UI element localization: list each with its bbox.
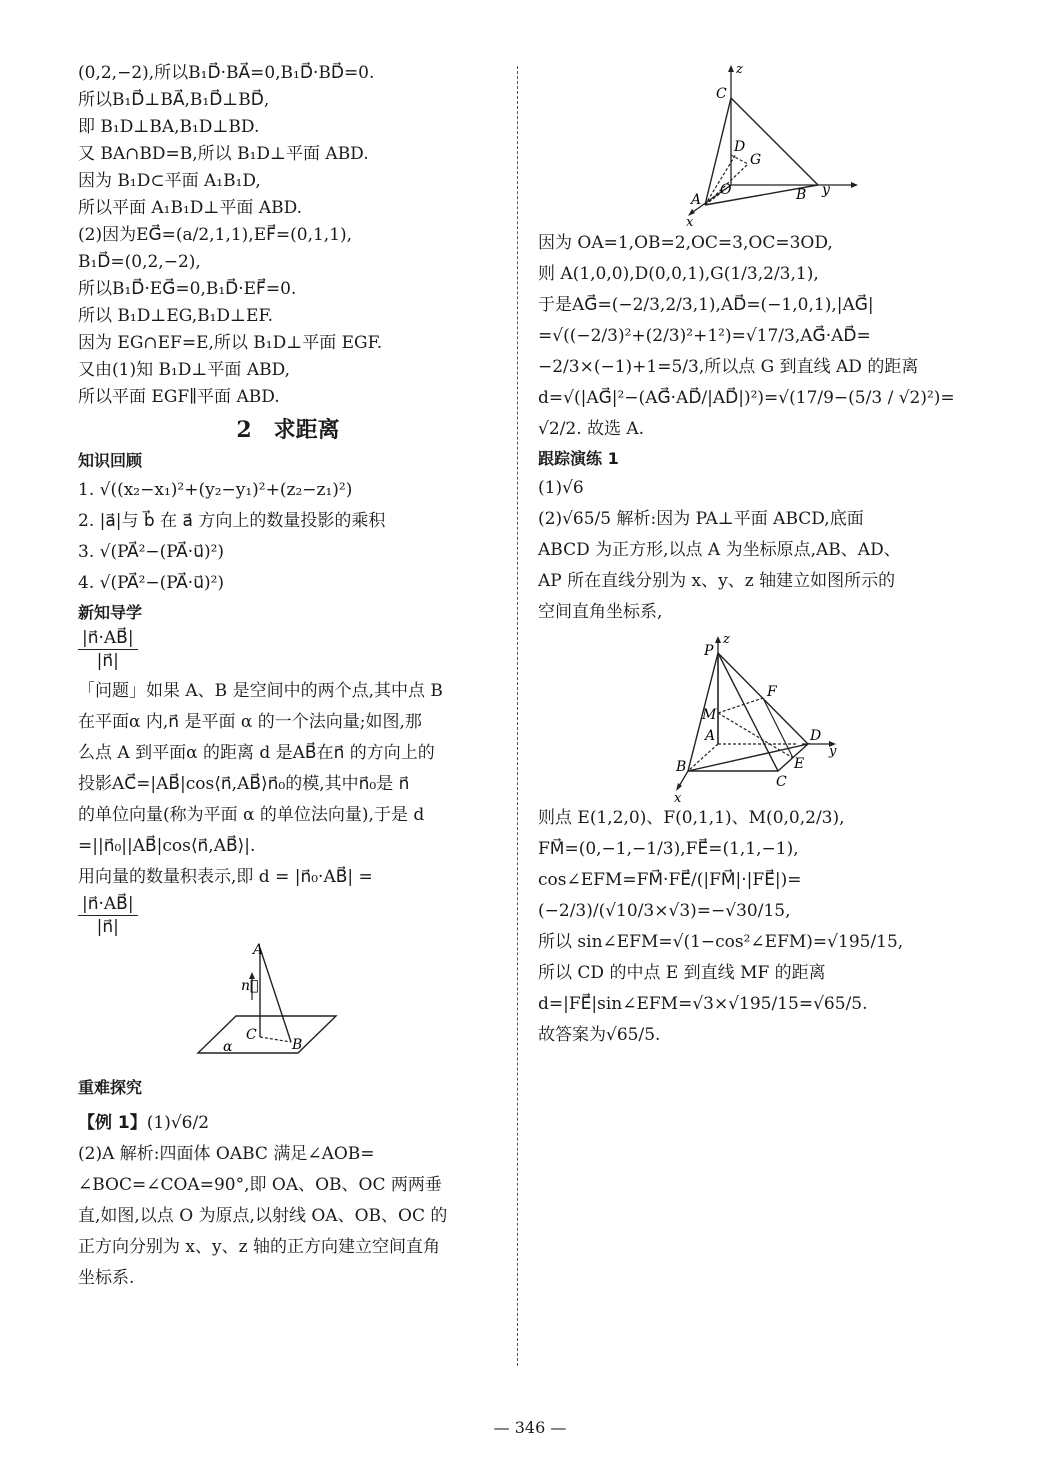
text-line: 所以 CD 的中点 E 到直线 MF 的距离 [538,963,826,983]
text-line: (0,2,−2),所以B₁D⃗·BA⃗=0,B₁D⃗·BD⃗=0. [78,63,375,83]
page-number: — 346 — [493,1418,567,1437]
text-line: 所以 sin∠EFM=√(1−cos²∠EFM)=√195/15, [538,932,904,952]
text-line: (2)√65/5 解析:因为 PA⊥平面 ABCD,底面 [538,509,864,529]
text-line: 故答案为√65/5. [538,1025,661,1045]
label-E: E [794,756,805,772]
heading-knowledge-review: 知识回顾 [78,451,143,470]
label-y: y [829,744,837,759]
text-line: 又 BA∩BD=B,所以 B₁D⊥平面 ABD. [78,144,369,164]
label-M: M [702,707,717,723]
label-G: G [750,152,762,168]
solution-example-1 [538,228,978,445]
label-F: F [767,684,777,700]
section-title-text: 求距离 [273,417,340,443]
label-B: B [796,187,807,203]
heading-tracking-exercise: 跟踪演练 1 [538,449,619,468]
example-answer-1: (1)√6/2 [146,1113,210,1133]
dot-product-fraction [78,893,138,938]
text-line: 的单位向量(称为平面 α 的单位法向量),于是 d [78,805,425,825]
problem-text [78,676,498,862]
tracking-answer-1: (1)√6 [538,478,584,498]
label-y: y [822,182,830,198]
formula-numerator: |n⃗·AB⃗| [78,627,138,650]
figure-plane-distance [78,938,498,1068]
column-divider [517,66,518,1366]
text-line: cos∠EFM=FM⃗·FE⃗/(|FM⃗|·|FE⃗|)=(−2/3)/(√10/3×√3)=−√30/15, [538,870,802,921]
label-O: O [720,182,732,198]
text-line: 则点 E(1,2,0)、F(0,1,1)、M(0,0,2/3), [538,808,845,828]
text-line: 正方向分别为 x、y、z 轴的正方向建立空间直角 [78,1237,440,1257]
label-D: D [734,139,746,155]
label-C: C [776,774,787,790]
text-line: (2)因为EG⃗=(a/2,1,1),EF⃗=(0,1,1), [78,225,353,245]
review-list [78,475,498,599]
text-line: 所以B₁D⃗·EG⃗=0,B₁D⃗·EF⃗=0. [78,279,297,299]
section-title [78,413,498,447]
text-line: 在平面α 内,n⃗ 是平面 α 的一个法向量;如图,那 [78,712,422,732]
label-x: x [686,215,694,228]
figure-pyramid [538,628,978,803]
text-line: √2/2. 故选 A. [538,419,645,439]
text-line: d=√(|AG⃗|²−(AG⃗·AD⃗/|AD⃗|)²)=√(17/9−(5/3 / √2)²)= [538,388,955,408]
example-label: 【例 1】 [78,1113,147,1133]
text-line: d=|FE⃗|sin∠EFM=√3×√195/15=√65/5. [538,994,868,1014]
section-number: 2 [236,417,252,443]
text-line: 么点 A 到平面α 的距离 d 是AB⃗在n⃗ 的方向上的 [78,743,435,763]
text-line: 所以平面 A₁B₁D⊥平面 ABD. [78,198,303,218]
text-line: 1. √((x₂−x₁)²+(y₂−y₁)²+(z₂−z₁)²) [78,480,353,500]
label-n: n⃗ [241,978,259,994]
text-line: 投影AC⃗=|AB⃗|cos⟨n⃗,AB⃗⟩n⃗₀的模,其中n⃗₀是 n⃗ [78,774,410,794]
solution-tracking-continued [538,803,978,1051]
label-C: C [716,86,727,102]
example-solution [78,1139,498,1294]
text-line: 所以B₁D⃗⊥BA⃗,B₁D⃗⊥BD⃗, [78,90,270,110]
text-line: (2)A 解析:四面体 OABC 满足∠AOB= [78,1144,375,1164]
label-z: z [723,632,730,647]
text-line: 即 B₁D⊥BA,B₁D⊥BD. [78,117,260,137]
text-line: −2/3×(−1)+1=5/3,所以点 G 到直线 AD 的距离 [538,357,919,377]
label-C: C [246,1027,257,1043]
distance-formula [78,627,138,672]
text-line: 直,如图,以点 O 为原点,以射线 OA、OB、OC 的 [78,1206,448,1226]
text-line: B₁D⃗=(0,2,−2), [78,252,201,272]
text-line: ∠BOC=∠COA=90°,即 OA、OB、OC 两两垂 [78,1175,442,1195]
text-line: 坐标系. [78,1268,135,1288]
text-line: ABCD 为正方形,以点 A 为坐标原点,AB、AD、 [538,540,901,560]
text-line: AP 所在直线分别为 x、y、z 轴建立如图所示的 [538,571,896,591]
dot-denominator: |n⃗| [96,917,119,937]
label-A: A [691,192,702,208]
text-line: 因为 EG∩EF=E,所以 B₁D⊥平面 EGF. [78,333,383,353]
text-line: 所以平面 EGF∥平面 ABD. [78,387,280,407]
text-line: 则 A(1,0,0),D(0,0,1),G(1/3,2/3,1), [538,264,819,284]
label-B: B [292,1037,303,1053]
right-column [538,60,978,1051]
left-column [78,60,498,1294]
text-line: 又由(1)知 B₁D⊥平面 ABD, [78,360,291,380]
label-B: B [676,759,687,775]
text-line: 「问题」如果 A、B 是空间中的两个点,其中点 B [78,681,443,701]
text-line: =||n⃗₀||AB⃗|cos⟨n⃗,AB⃗⟩|. [78,836,256,856]
text-line: 4. √(PA⃗²−(PA⃗·u⃗)²) [78,573,225,593]
text-line: 因为 B₁D⊂平面 A₁B₁D, [78,171,261,191]
heading-new-knowledge: 新知导学 [78,603,143,622]
formula-denominator: |n⃗| [96,651,119,671]
tracking-solution [538,504,978,628]
text-line: 因为 OA=1,OB=2,OC=3,OC=3OD, [538,233,833,253]
heading-key-difficulties: 重难探究 [78,1078,143,1097]
text-line: 所以 B₁D⊥EG,B₁D⊥EF. [78,306,274,326]
label-x: x [674,791,682,803]
example-1-answer [78,1108,498,1139]
text-line: 3. √(PA⃗²−(PA⃗·u⃗)²) [78,542,225,562]
proof-continuation [78,60,498,411]
label-A: A [705,728,716,744]
label-P: P [704,643,714,659]
text-line: FM⃗=(0,−1,−1/3),FE⃗=(1,1,−1), [538,839,799,859]
label-D: D [810,728,822,744]
figure-tetrahedron [538,60,978,228]
dot-numerator: |n⃗·AB⃗| [78,893,138,916]
text-line: 2. |a⃗|与 b⃗ 在 a⃗ 方向上的数量投影的乘积 [78,511,386,531]
label-A: A [253,942,264,958]
label-alpha: α [223,1039,233,1055]
dot-product-line: 用向量的数量积表示,即 d = |n⃗₀·AB⃗| = [78,867,373,887]
text-line: =√((−2/3)²+(2/3)²+1²)=√17/3,AG⃗·AD⃗= [538,326,871,346]
text-line: 空间直角坐标系, [538,602,663,622]
label-z: z [736,62,743,77]
text-line: 于是AG⃗=(−2/3,2/3,1),AD⃗=(−1,0,1),|AG⃗| [538,295,874,315]
